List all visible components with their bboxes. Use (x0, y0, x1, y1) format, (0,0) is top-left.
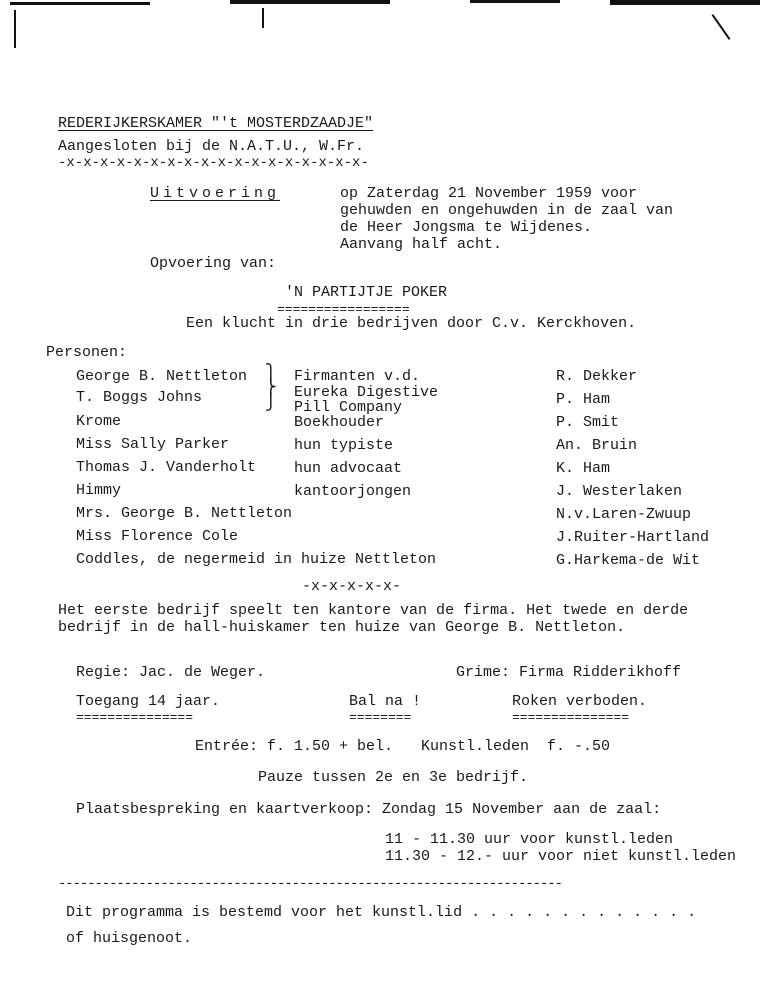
cast-actor: G.Harkema-de Wit (556, 552, 701, 569)
cast-name: Himmy (76, 482, 122, 499)
bal-notice: Bal na ! (349, 693, 422, 710)
cast-name: Krome (76, 413, 122, 430)
scan-mark (230, 0, 390, 4)
cast-name: Thomas J. Vanderholt (76, 459, 257, 476)
cast-actor: R. Dekker (556, 368, 638, 385)
roken-notice: Roken verboden. (512, 693, 648, 710)
footer-line: of huisgenoot. (66, 930, 193, 947)
grime-credit: Grime: Firma Ridderikhoff (456, 664, 682, 681)
scan-mark (470, 0, 560, 3)
cast-role: Boekhouder (294, 414, 385, 431)
toegang-notice: Toegang 14 jaar. (76, 693, 221, 710)
cast-actor: K. Ham (556, 460, 611, 477)
cast-actor: N.v.Laren-Zwuup (556, 506, 692, 523)
booking-intro: Plaatsbespreking en kaartverkoop: Zondag 15 November aan de zaal: (76, 801, 662, 818)
setting-line: bedrijf in de hall-huiskamer ten huize van George B. Nettleton. (58, 619, 626, 636)
play-subtitle: Een klucht in drie bedrijven door C.v. Kerckhoven. (186, 315, 637, 332)
performance-line: op Zaterdag 21 November 1959 voor (340, 185, 638, 202)
roken-underline: =============== (512, 710, 630, 725)
pauze-note: Pauze tussen 2e en 3e bedrijf. (258, 769, 529, 786)
scan-mark (14, 10, 16, 48)
setting-line: Het eerste bedrijf speelt ten kantore van de firma. Het twede en derde (58, 602, 689, 619)
play-title-underline: ================= (277, 302, 410, 317)
header-separator: -x-x-x-x-x-x-x-x-x-x-x-x-x-x-x-x-x-x- (58, 155, 369, 171)
brace-mark: ⎫ ⎬ ⎭ (266, 365, 276, 412)
cast-actor: P. Smit (556, 414, 620, 431)
opvoering-label: Opvoering van: (150, 255, 277, 272)
cast-name: T. Boggs Johns (76, 389, 203, 406)
performance-line: gehuwden en ongehuwden in de zaal van (340, 202, 674, 219)
scan-mark (10, 2, 150, 5)
uitvoering-label: Uitvoering (150, 185, 281, 202)
regie-credit: Regie: Jac. de Weger. (76, 664, 266, 681)
cast-heading: Personen: (46, 344, 128, 361)
scan-mark (712, 14, 731, 40)
affiliation-line: Aangesloten bij de N.A.T.U., W.Fr. (58, 138, 365, 155)
footer-line: Dit programma is bestemd voor het kunstl.lid . . . . . . . . . . . . . (66, 904, 697, 921)
cast-role: hun typiste (294, 437, 394, 454)
scan-mark (262, 8, 264, 28)
cast-name: Miss Sally Parker (76, 436, 230, 453)
cast-actor: J. Westerlaken (556, 483, 683, 500)
play-title: 'N PARTIJTJE POKER (285, 284, 448, 301)
society-title: REDERIJKERSKAMER "'t MOSTERDZAADJE" (58, 115, 374, 132)
leden-price: Kunstl.leden f. -.50 (421, 738, 611, 755)
booking-slot: 11.30 - 12.- uur voor niet kunstl.leden (385, 848, 737, 865)
cast-role: kantoorjongen (294, 483, 412, 500)
cast-name: Miss Florence Cole (76, 528, 239, 545)
toegang-underline: =============== (76, 710, 194, 725)
scan-mark (610, 0, 760, 5)
cast-name: Mrs. George B. Nettleton (76, 505, 293, 522)
bal-underline: ======== (349, 710, 412, 725)
cast-role: Eureka Digestive (294, 384, 439, 401)
performance-line: de Heer Jongsma te Wijdenes. (340, 219, 593, 236)
cast-role: Pill Company (294, 399, 403, 416)
cast-separator: -x-x-x-x-x- (302, 578, 402, 595)
footer-dashes: --------------------------------------------------------------------- (58, 876, 562, 892)
cast-actor: P. Ham (556, 391, 611, 408)
cast-actor: J.Ruiter-Hartland (556, 529, 710, 546)
cast-name: Coddles, de negermeid in huize Nettleton (76, 551, 437, 568)
cast-name: George B. Nettleton (76, 368, 248, 385)
cast-actor: An. Bruin (556, 437, 638, 454)
performance-line: Aanvang half acht. (340, 236, 503, 253)
booking-slot: 11 - 11.30 uur voor kunstl.leden (385, 831, 674, 848)
entree-price: Entrée: f. 1.50 + bel. (195, 738, 394, 755)
cast-role: Firmanten v.d. (294, 368, 421, 385)
cast-role: hun advocaat (294, 460, 403, 477)
